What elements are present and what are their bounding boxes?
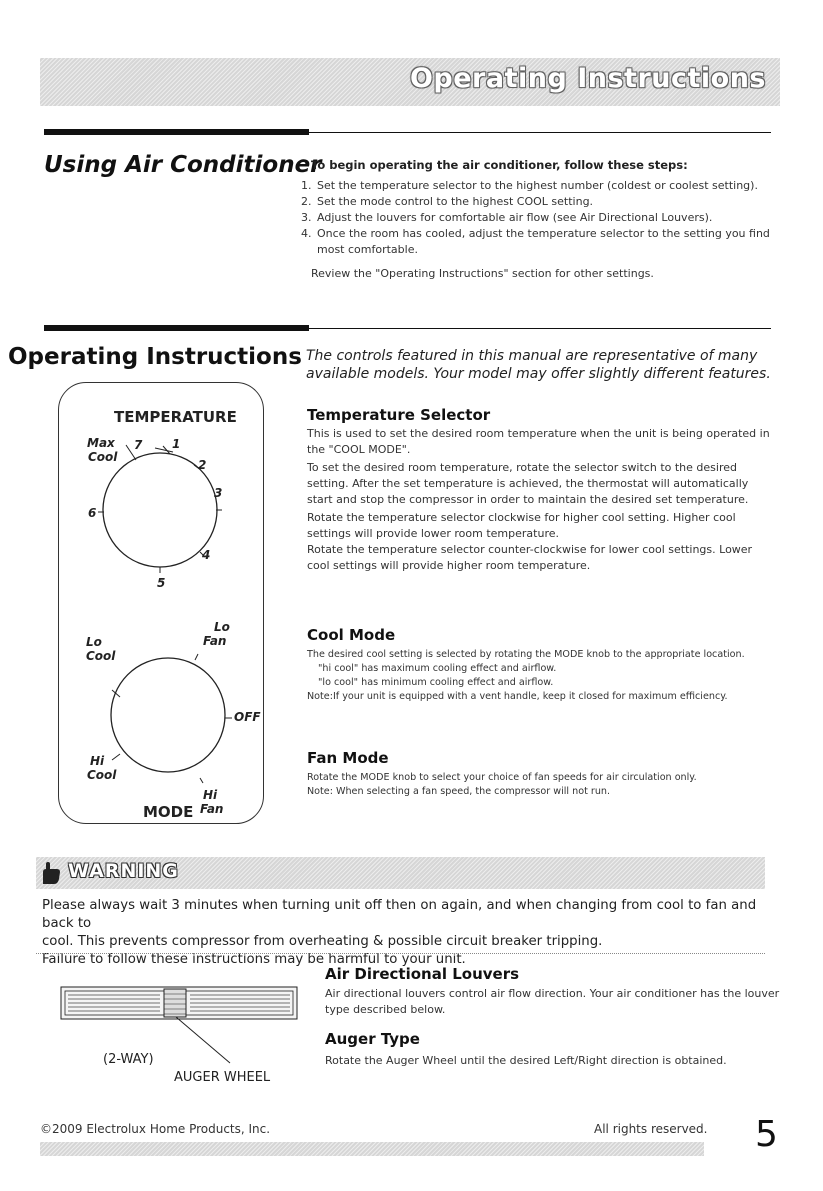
section-divider-thick bbox=[44, 129, 309, 135]
temperature-selector-heading: Temperature Selector bbox=[307, 406, 491, 424]
footer-band bbox=[40, 1142, 704, 1156]
temp-label-5: 5 bbox=[157, 576, 166, 590]
louvers-text: Air directional louvers control air flow direction. Your air conditioner has the louver type described below. bbox=[325, 987, 780, 1016]
section-divider-thin bbox=[309, 328, 771, 329]
section-note: Review the "Operating Instructions" section for other settings. bbox=[311, 267, 654, 280]
page-title: Operating Instructions bbox=[409, 63, 766, 94]
temp-label-cool: Cool bbox=[88, 450, 118, 464]
warning-bottom-border bbox=[36, 953, 765, 954]
step-item: 3. Adjust the louvers for comfortable air flow (see Air Directional Louvers). bbox=[315, 210, 776, 226]
step-item: 4. Once the room has cooled, adjust the temperature selector to the setting you find most comfortable. bbox=[315, 226, 776, 258]
cool-mode-heading: Cool Mode bbox=[307, 626, 396, 644]
temp-label-3: 3 bbox=[214, 486, 223, 500]
section-intro: To begin operating the air conditioner, follow these steps: bbox=[311, 158, 688, 172]
page-number: 5 bbox=[755, 1114, 778, 1155]
step-item: 1. Set the temperature selector to the highest number (coldest or coolest setting). bbox=[315, 178, 776, 194]
step-item: 2. Set the mode control to the highest COOL setting. bbox=[315, 194, 776, 210]
section-title-using-ac: Using Air Conditioner bbox=[44, 152, 322, 178]
temp-label-max: Max bbox=[87, 436, 115, 450]
louver-label-auger-wheel: AUGER WHEEL bbox=[174, 1070, 271, 1085]
footer-rights: All rights reserved. bbox=[594, 1122, 708, 1136]
temperature-selector-text: This is used to set the desired room temperature when the unit is being operated in the "COOL MODE". To set the desired room temperature, rotate the selector switch to the desired setting. After the set temperature is achieved, the thermostat will automatically start and stop the compressor in order to maintain the desired set temperature. Rotate the temperature selector clockwise for higher cool setting. Higher cool settings will provide lower room temperature. Rotate the temperature selector counter-clockwise for lower cool settings. Lower cool settings will provide higher room temperature. bbox=[307, 427, 770, 572]
temp-label-7: 7 bbox=[134, 438, 143, 452]
section-intro-italic: The controls featured in this manual are representative of many available models. Your model may offer slightly different features. bbox=[306, 348, 771, 382]
temperature-dial-title: TEMPERATURE bbox=[114, 408, 237, 426]
footer-copyright: ©2009 Electrolux Home Products, Inc. bbox=[40, 1122, 271, 1136]
cool-mode-text: The desired cool setting is selected by rotating the MODE knob to the appropriate location. "hi cool" has maximum cooling effect and airflow. "lo cool" has minimum cooling effect and airflow. Note:If your unit is equipped with a vent handle, keep it closed for maximum efficiency. bbox=[307, 649, 745, 702]
steps-list bbox=[296, 178, 776, 258]
temp-label-4: 4 bbox=[202, 548, 211, 562]
warning-hand-icon bbox=[38, 860, 64, 886]
temp-label-6: 6 bbox=[88, 506, 97, 520]
mode-label-hi-cool: Hi Cool bbox=[87, 754, 117, 782]
warning-text: Please always wait 3 minutes when turning unit off then on again, and when changing from cool to fan and back to cool. This prevents compressor from overheating & possible circuit breaker tripping. Failure to follow these instructions may be harmful to your unit. bbox=[42, 898, 757, 967]
auger-type-heading: Auger Type bbox=[325, 1030, 420, 1048]
section-divider-thick bbox=[44, 325, 309, 331]
temp-label-1: 1 bbox=[172, 437, 181, 451]
warning-banner bbox=[36, 857, 765, 889]
warning-box bbox=[36, 857, 765, 967]
auger-type-text: Rotate the Auger Wheel until the desired Left/Right direction is obtained. bbox=[325, 1054, 727, 1067]
mode-label-off: OFF bbox=[234, 710, 261, 724]
header-banner bbox=[40, 58, 780, 106]
mode-dial-title: MODE bbox=[143, 803, 194, 821]
fan-mode-text: Rotate the MODE knob to select your choice of fan speeds for air circulation only. Note: When selecting a fan speed, the compressor will not run. bbox=[307, 772, 697, 797]
mode-label-lo-cool: Lo Cool bbox=[86, 635, 116, 663]
fan-mode-heading: Fan Mode bbox=[307, 749, 389, 767]
section-title-operating: Operating Instructions bbox=[8, 344, 302, 370]
mode-label-hi-fan: Hi Fan bbox=[200, 788, 224, 816]
warning-label: WARNING bbox=[68, 860, 179, 882]
auger-louver-illustration bbox=[60, 985, 300, 1075]
temp-label-2: 2 bbox=[198, 458, 207, 472]
mode-label-lo-fan: Lo Fan bbox=[203, 620, 230, 648]
louver-label-two-way: (2-WAY) bbox=[103, 1052, 154, 1067]
louvers-heading: Air Directional Louvers bbox=[325, 965, 520, 983]
section-divider-thin bbox=[309, 132, 771, 133]
